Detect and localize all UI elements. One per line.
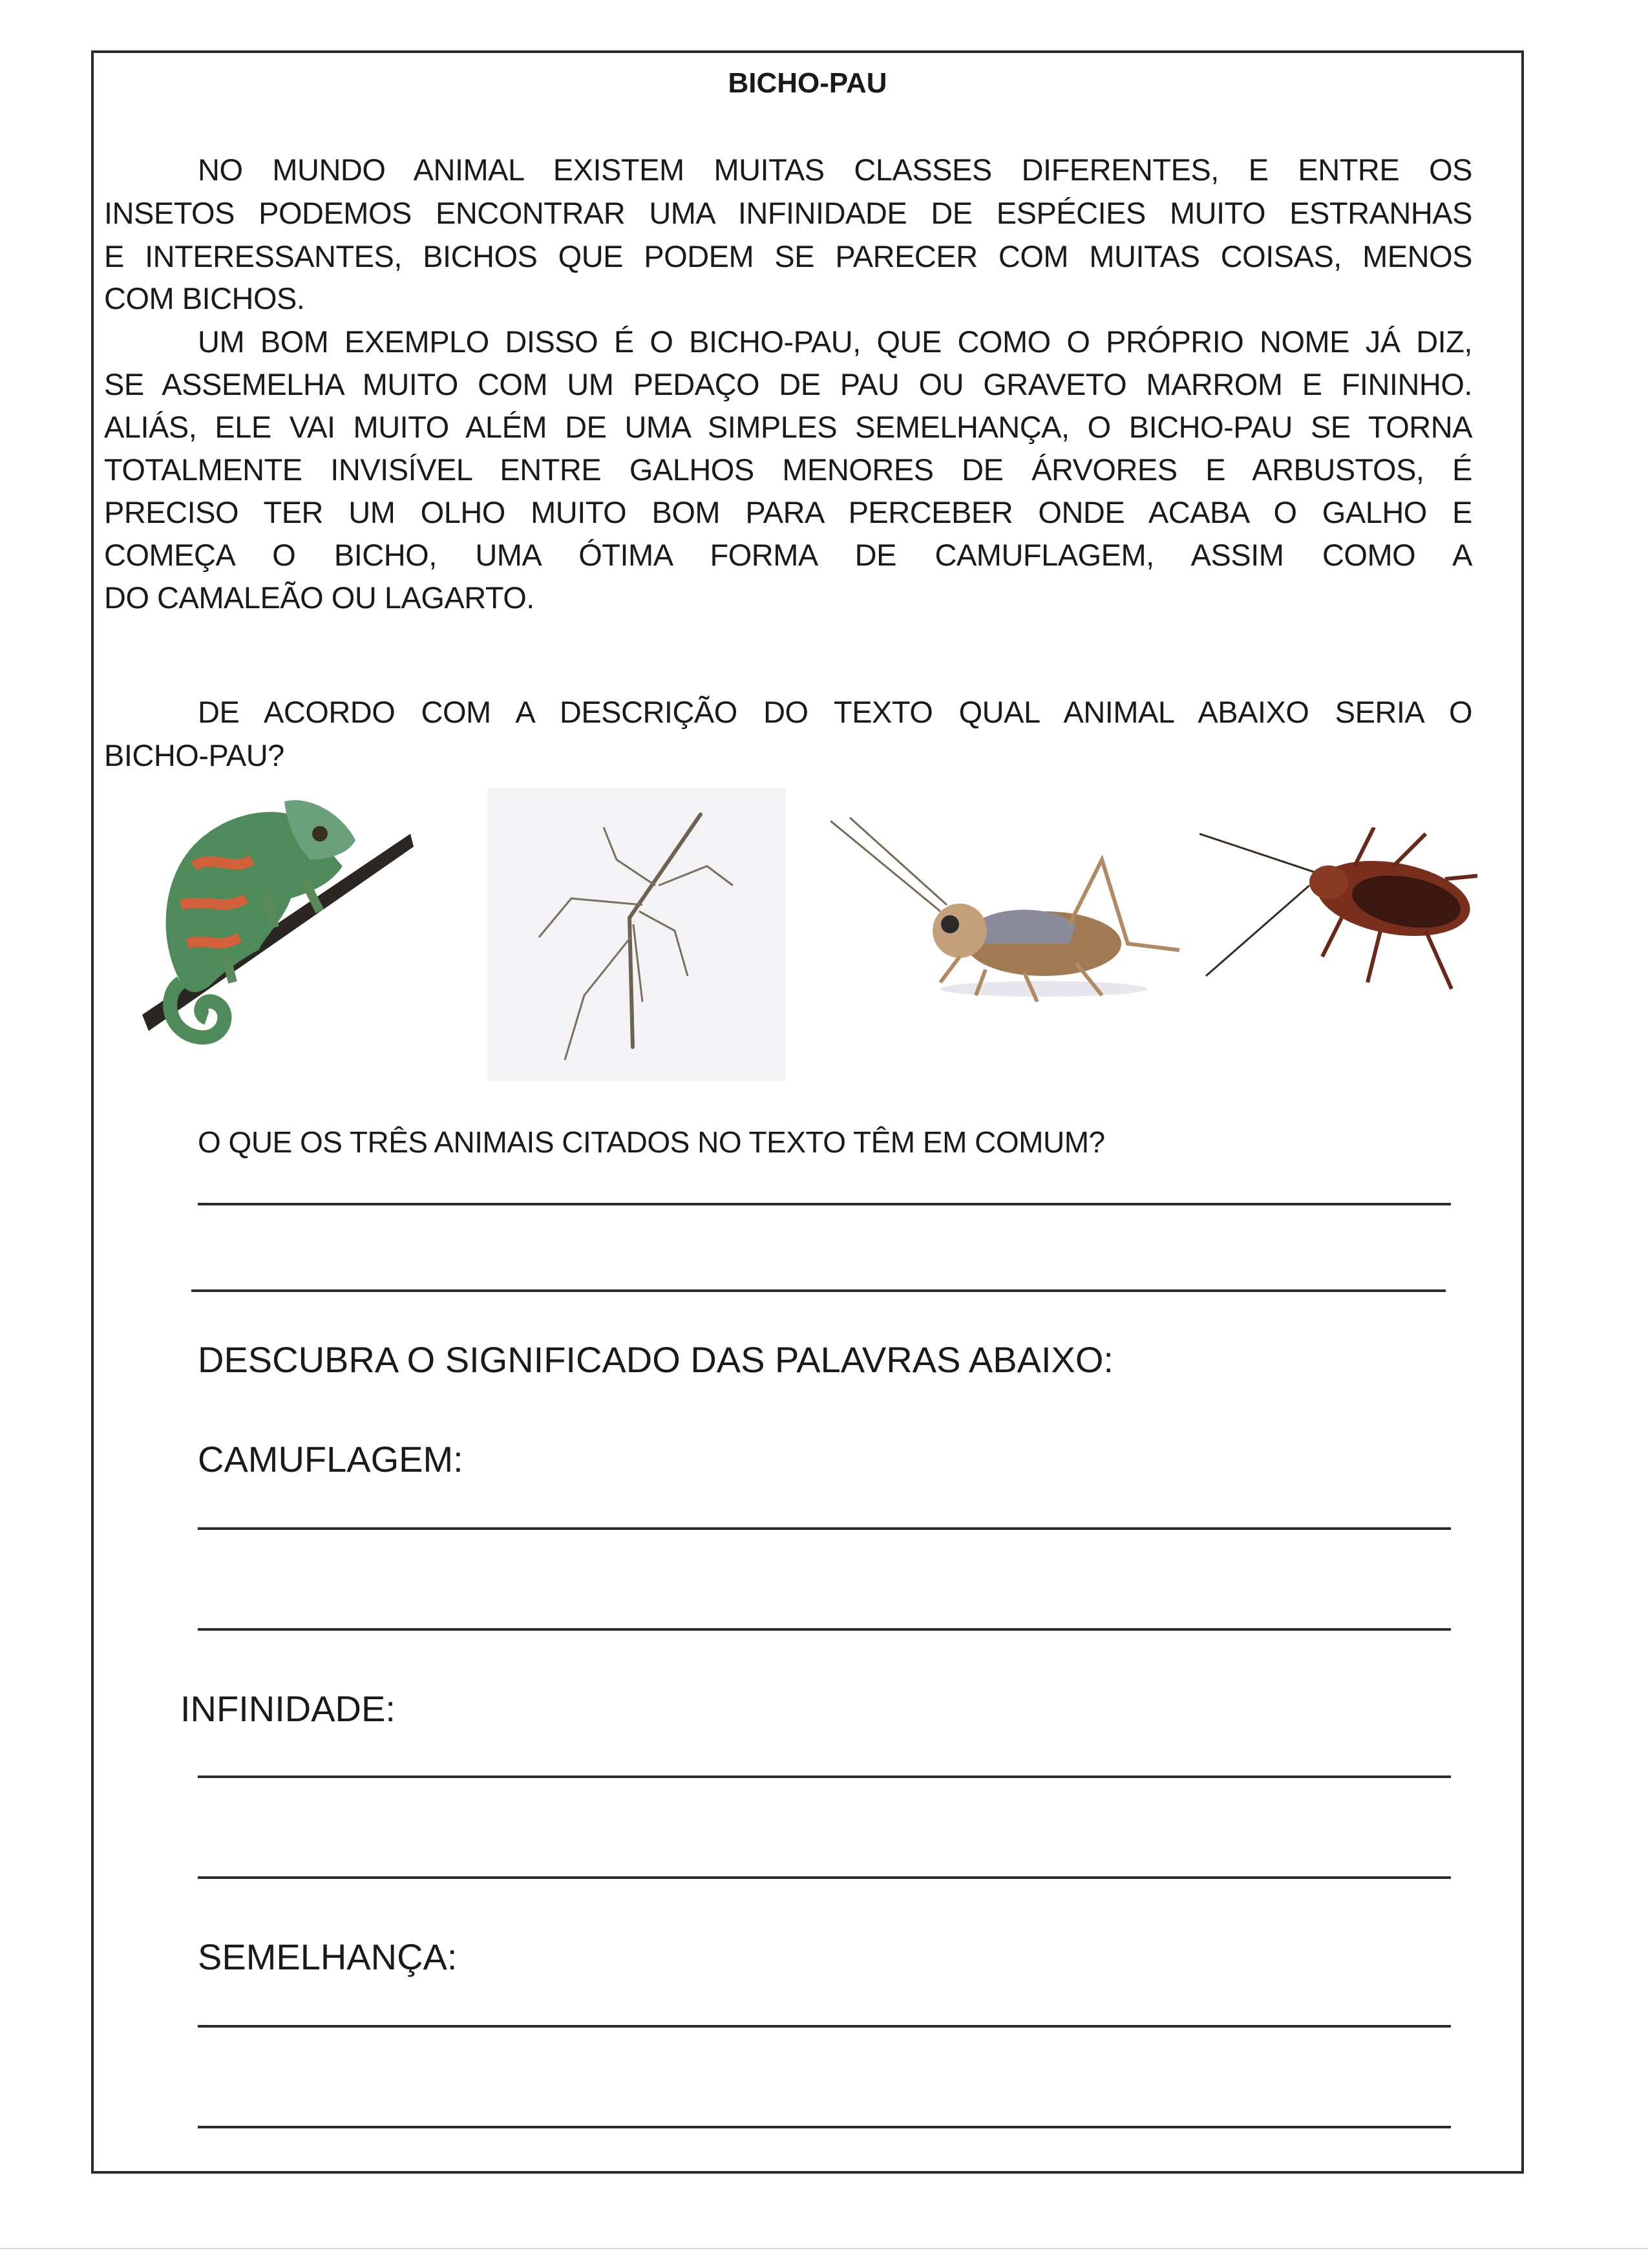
chameleon-eye <box>312 826 328 842</box>
cricket-antennae <box>830 818 947 911</box>
vocab-heading: DESCUBRA O SIGNIFICADO DAS PALAVRAS ABAIXO: <box>198 1339 1114 1380</box>
cricket-shadow <box>940 981 1147 997</box>
paragraph-1-line: COM BICHOS. <box>104 281 305 315</box>
paragraph-2-line: ALIÁS, ELE VAI MUITO ALÉM DE UMA SIMPLES SEMELHANÇA, O BICHO-PAU SE TORNA <box>104 410 1472 444</box>
answer-line[interactable] <box>198 1203 1451 1205</box>
vocab-word-infinidade: INFINIDADE: <box>180 1688 396 1729</box>
paragraph-1-line: INSETOS PODEMOS ENCONTRAR UMA INFINIDADE DE ESPÉCIES MUITO ESTRANHAS <box>104 196 1472 230</box>
paragraph-1-line: NO MUNDO ANIMAL EXISTEM MUITAS CLASSES DIFERENTES, E ENTRE OS <box>198 153 1472 187</box>
paragraph-2-line: SE ASSEMELHA MUITO COM UM PEDAÇO DE PAU OU GRAVETO MARROM E FININHO. <box>104 367 1472 401</box>
answer-line[interactable] <box>198 2025 1451 2028</box>
vocab-word-camuflagem: CAMUFLAGEM: <box>198 1439 463 1479</box>
question-1-line: BICHO-PAU? <box>104 738 284 772</box>
paragraph-1-line: E INTERESSANTES, BICHOS QUE PODEM SE PARECER COM MUITAS COISAS, MENOS <box>104 239 1472 273</box>
cockroach-image[interactable] <box>1199 827 1484 995</box>
stick-insect-background <box>487 789 786 1081</box>
cockroach-antennae <box>1199 834 1316 976</box>
answer-line[interactable] <box>198 1628 1451 1631</box>
stick-insect-image[interactable] <box>487 789 786 1081</box>
question-2: O QUE OS TRÊS ANIMAIS CITADOS NO TEXTO TÊM EM COMUM? <box>198 1125 1105 1159</box>
worksheet-title: BICHO-PAU <box>728 67 887 99</box>
scan-edge-line <box>0 2248 1648 2249</box>
answer-line[interactable] <box>198 2126 1451 2128</box>
chameleon-image[interactable] <box>136 789 414 1047</box>
paragraph-2-line: TOTALMENTE INVISÍVEL ENTRE GALHOS MENORES DE ÁRVORES E ARBUSTOS, É <box>104 452 1472 487</box>
cockroach-head <box>1309 865 1348 899</box>
answer-line[interactable] <box>198 1775 1451 1778</box>
paragraph-2-line: UM BOM EXEMPLO DISSO É O BICHO-PAU, QUE COMO O PRÓPRIO NOME JÁ DIZ, <box>198 324 1472 359</box>
paragraph-2-line: COMEÇA O BICHO, UMA ÓTIMA FORMA DE CAMUFLAGEM, ASSIM COMO A <box>104 538 1472 572</box>
answer-line[interactable] <box>191 1289 1446 1292</box>
cricket-head <box>933 904 987 958</box>
paragraph-2-line: DO CAMALEÃO OU LAGARTO. <box>104 580 534 615</box>
vocab-word-semelhanca: SEMELHANÇA: <box>198 1936 458 1977</box>
cricket-eye <box>941 915 959 933</box>
question-1-line: DE ACORDO COM A DESCRIÇÃO DO TEXTO QUAL ANIMAL ABAIXO SERIA O <box>198 695 1472 729</box>
answer-line[interactable] <box>198 1876 1451 1879</box>
paragraph-2-line: PRECISO TER UM OLHO MUITO BOM PARA PERCEBER ONDE ACABA O GALHO E <box>104 495 1472 529</box>
cricket-image[interactable] <box>830 814 1192 1002</box>
answer-line[interactable] <box>198 1527 1451 1530</box>
